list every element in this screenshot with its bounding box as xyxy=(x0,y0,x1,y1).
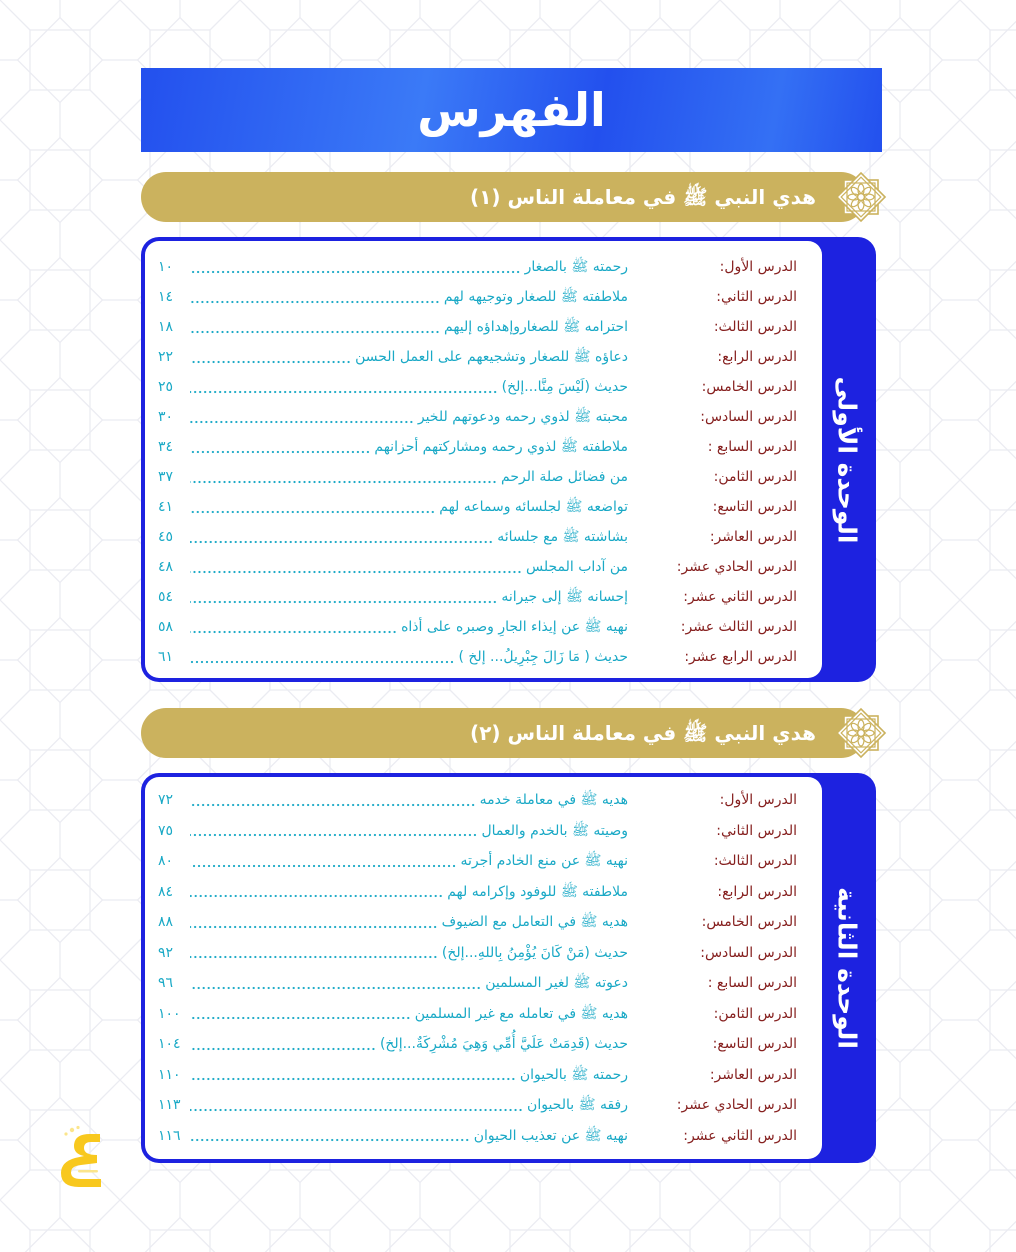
unit-box xyxy=(141,237,876,682)
lesson-row xyxy=(158,1090,797,1121)
page-number: ٤٨ xyxy=(158,559,174,575)
lesson-title: ملاطفته ﷺ لذوي رحمه ومشاركتهم أحزانهم xyxy=(374,439,628,455)
page-number: ٦١ xyxy=(158,649,174,665)
lesson-title: محبته ﷺ لذوي رحمه ودعوتهم للخير xyxy=(417,409,628,425)
lesson-row xyxy=(158,907,797,938)
lesson-title: حديث (لَيْسَ مِنَّا...إلخ) xyxy=(501,379,628,395)
lesson-number-label: الدرس السابع : xyxy=(707,975,797,992)
page-number: ١٠ xyxy=(158,259,174,275)
lesson-title: دعاؤه ﷺ للصغار وتشجيعهم على العمل الحسن xyxy=(355,349,628,365)
dot-leader xyxy=(190,660,454,664)
lesson-row xyxy=(158,612,797,642)
lesson-number-label: الدرس الحادي عشر: xyxy=(676,559,797,575)
lesson-number-label: الدرس السادس: xyxy=(700,409,797,425)
lesson-title: هديه ﷺ في تعامله مع غير المسلمين xyxy=(414,1005,628,1022)
lesson-title: من آداب المجلس xyxy=(525,559,628,575)
lesson-title: هديه ﷺ في التعامل مع الضيوف xyxy=(441,914,628,931)
lesson-title: تواضعه ﷺ لجلسائه وسماعه لهم xyxy=(439,499,628,515)
dot-leader xyxy=(190,570,522,574)
page-number: ١٨ xyxy=(158,319,174,335)
lesson-title: من فضائل صلة الرحم xyxy=(501,469,628,485)
lesson-number-label: الدرس الأول: xyxy=(719,259,797,275)
page-number: ٣٤ xyxy=(158,439,174,455)
dot-leader xyxy=(190,864,457,868)
unit-box xyxy=(141,773,876,1163)
page-number: ٨٠ xyxy=(158,853,174,870)
lesson-number-label: الدرس الثامن: xyxy=(713,1005,797,1022)
dot-leader xyxy=(190,925,438,929)
lesson-title: هديه ﷺ في معاملة خدمه xyxy=(479,792,628,809)
lesson-number-label: الدرس الخامس: xyxy=(701,914,797,931)
page-number: ٣٠ xyxy=(158,409,174,425)
lesson-row xyxy=(158,312,797,342)
lesson-number-label: الدرس الثاني عشر: xyxy=(683,589,797,605)
unit-header xyxy=(141,172,866,222)
unit-side-label: الوحدة الثانية xyxy=(832,887,862,1049)
lesson-title: حديث (مَنْ كَانَ يُؤْمِنُ بِاللهِ...إلخ) xyxy=(441,944,628,961)
page-number: ١١٣ xyxy=(158,1097,181,1114)
lesson-row xyxy=(158,462,797,492)
page-number: ٢٢ xyxy=(158,349,174,365)
lesson-row xyxy=(158,252,797,282)
lesson-row xyxy=(158,492,797,522)
dot-leader xyxy=(190,1138,470,1142)
lesson-row xyxy=(158,342,797,372)
lesson-title: حديث (قَدِمَتْ عَلَيَّ أُمِّي وَهِيَ مُشْرِكَةٌ...إلخ) xyxy=(379,1036,628,1053)
rosette-icon xyxy=(834,706,888,760)
lesson-number-label: الدرس الثالث عشر: xyxy=(680,619,797,635)
page-number: ٣٧ xyxy=(158,469,174,485)
dot-leader xyxy=(190,600,497,604)
lesson-row xyxy=(158,999,797,1030)
lesson-number-label: الدرس الرابع: xyxy=(717,349,797,365)
page-number: ٩٦ xyxy=(158,975,174,992)
lesson-title: وصيته ﷺ بالخدم والعمال xyxy=(481,822,628,839)
lesson-number-label: الدرس الحادي عشر: xyxy=(676,1097,797,1114)
page-number: ٤١ xyxy=(158,499,174,515)
lesson-row xyxy=(158,402,797,432)
rosette-icon xyxy=(834,170,888,224)
unit-header-title: هدي النبي ﷺ في معاملة الناس (١) xyxy=(470,185,816,209)
lesson-number-label: الدرس الثاني: xyxy=(716,822,797,839)
lesson-title: ملاطفته ﷺ للوفود وإكرامه لهم xyxy=(447,883,628,900)
lesson-number-label: الدرس التاسع: xyxy=(712,1036,797,1053)
dot-leader xyxy=(190,894,443,898)
lesson-title: ملاطفته ﷺ للصغار وتوجيهه لهم xyxy=(443,289,628,305)
lesson-number-label: الدرس الثامن: xyxy=(713,469,797,485)
unit-header xyxy=(141,708,866,758)
publisher-logo xyxy=(58,1124,108,1188)
dot-leader xyxy=(190,300,440,304)
lesson-row xyxy=(158,1029,797,1060)
page-number: ٢٥ xyxy=(158,379,174,395)
page-number: ٥٤ xyxy=(158,589,174,605)
dot-leader xyxy=(190,955,438,959)
lesson-title: رحمته ﷺ بالصغار xyxy=(524,259,628,275)
dot-leader xyxy=(190,1077,516,1081)
dot-leader xyxy=(190,510,435,514)
lesson-title: دعوته ﷺ لغير المسلمين xyxy=(485,975,628,992)
lesson-number-label: الدرس التاسع: xyxy=(712,499,797,515)
dot-leader xyxy=(190,986,481,990)
dot-leader xyxy=(190,1047,376,1051)
lesson-number-label: الدرس العاشر: xyxy=(709,529,797,545)
lesson-number-label: الدرس السابع : xyxy=(707,439,797,455)
page-number: ١٤ xyxy=(158,289,174,305)
lesson-row xyxy=(158,432,797,462)
unit-header-title: هدي النبي ﷺ في معاملة الناس (٢) xyxy=(470,721,816,745)
dot-leader xyxy=(190,420,414,424)
dot-leader xyxy=(190,540,493,544)
lesson-number-label: الدرس الرابع عشر: xyxy=(684,649,797,665)
page-number: ١١٦ xyxy=(158,1127,181,1144)
lesson-title: حديث ( مَا زَالَ جِبْرِيلُ... إلخ ) xyxy=(458,649,628,665)
lesson-number-label: الدرس الثالث: xyxy=(713,319,797,335)
lesson-row xyxy=(158,785,797,816)
page-number: ١١٠ xyxy=(158,1066,181,1083)
dot-leader xyxy=(190,330,440,334)
lesson-row xyxy=(158,582,797,612)
dot-leader xyxy=(190,450,370,454)
lesson-row xyxy=(158,846,797,877)
lesson-row xyxy=(158,522,797,552)
lesson-number-label: الدرس السادس: xyxy=(700,944,797,961)
page-title: الفهرس xyxy=(417,83,606,137)
page-number: ٥٨ xyxy=(158,619,174,635)
dot-leader xyxy=(190,1108,523,1112)
lesson-title: رحمته ﷺ بالحيوان xyxy=(519,1066,628,1083)
lesson-title: بشاشته ﷺ مع جلسائه xyxy=(497,529,628,545)
lesson-row xyxy=(158,816,797,847)
lesson-title: إحسانه ﷺ إلى جيرانه xyxy=(501,589,628,605)
page-number: ٨٨ xyxy=(158,914,174,931)
lesson-number-label: الدرس الأول: xyxy=(719,792,797,809)
lesson-row xyxy=(158,642,797,672)
lesson-title: نهيه ﷺ عن تعذيب الحيوان xyxy=(473,1127,628,1144)
title-banner xyxy=(141,68,882,152)
page-number: ١٠٠ xyxy=(158,1005,181,1022)
dot-leader xyxy=(190,360,351,364)
lesson-title: احترامه ﷺ للصغاروإهداؤه إليهم xyxy=(444,319,628,335)
dot-leader xyxy=(190,1016,411,1020)
dot-leader xyxy=(190,270,521,274)
dot-leader xyxy=(190,480,497,484)
page-number: ٧٢ xyxy=(158,792,174,809)
page-number: ٧٥ xyxy=(158,822,174,839)
lesson-row xyxy=(158,877,797,908)
lesson-number-label: الدرس الثالث: xyxy=(713,853,797,870)
page-number: ٤٥ xyxy=(158,529,174,545)
lesson-number-label: الدرس الرابع: xyxy=(717,883,797,900)
lesson-number-label: الدرس الثاني عشر: xyxy=(683,1127,797,1144)
lesson-title: نهيه ﷺ عن إيذاء الجارِ وصبره على أذاه xyxy=(401,619,628,635)
page-number: ٨٤ xyxy=(158,883,174,900)
lesson-number-label: الدرس الخامس: xyxy=(701,379,797,395)
lesson-row xyxy=(158,1121,797,1152)
lesson-title: نهيه ﷺ عن منع الخادم أجرته xyxy=(460,853,628,870)
unit-side-label: الوحدة الأولى xyxy=(832,376,862,543)
lesson-row xyxy=(158,968,797,999)
lesson-title: رفقه ﷺ بالحيوان xyxy=(527,1097,628,1114)
lesson-list xyxy=(158,252,797,672)
lesson-row xyxy=(158,282,797,312)
dot-leader xyxy=(190,630,397,634)
page-number: ١٠٤ xyxy=(158,1036,181,1053)
lesson-list xyxy=(158,785,797,1151)
lesson-row xyxy=(158,938,797,969)
dot-leader xyxy=(190,833,477,837)
page-number: ٩٢ xyxy=(158,944,174,961)
lesson-row xyxy=(158,552,797,582)
lesson-row xyxy=(158,372,797,402)
dot-leader xyxy=(190,803,476,807)
lesson-row xyxy=(158,1060,797,1091)
lesson-number-label: الدرس الثاني: xyxy=(716,289,797,305)
dot-leader xyxy=(190,390,498,394)
lesson-number-label: الدرس العاشر: xyxy=(709,1066,797,1083)
